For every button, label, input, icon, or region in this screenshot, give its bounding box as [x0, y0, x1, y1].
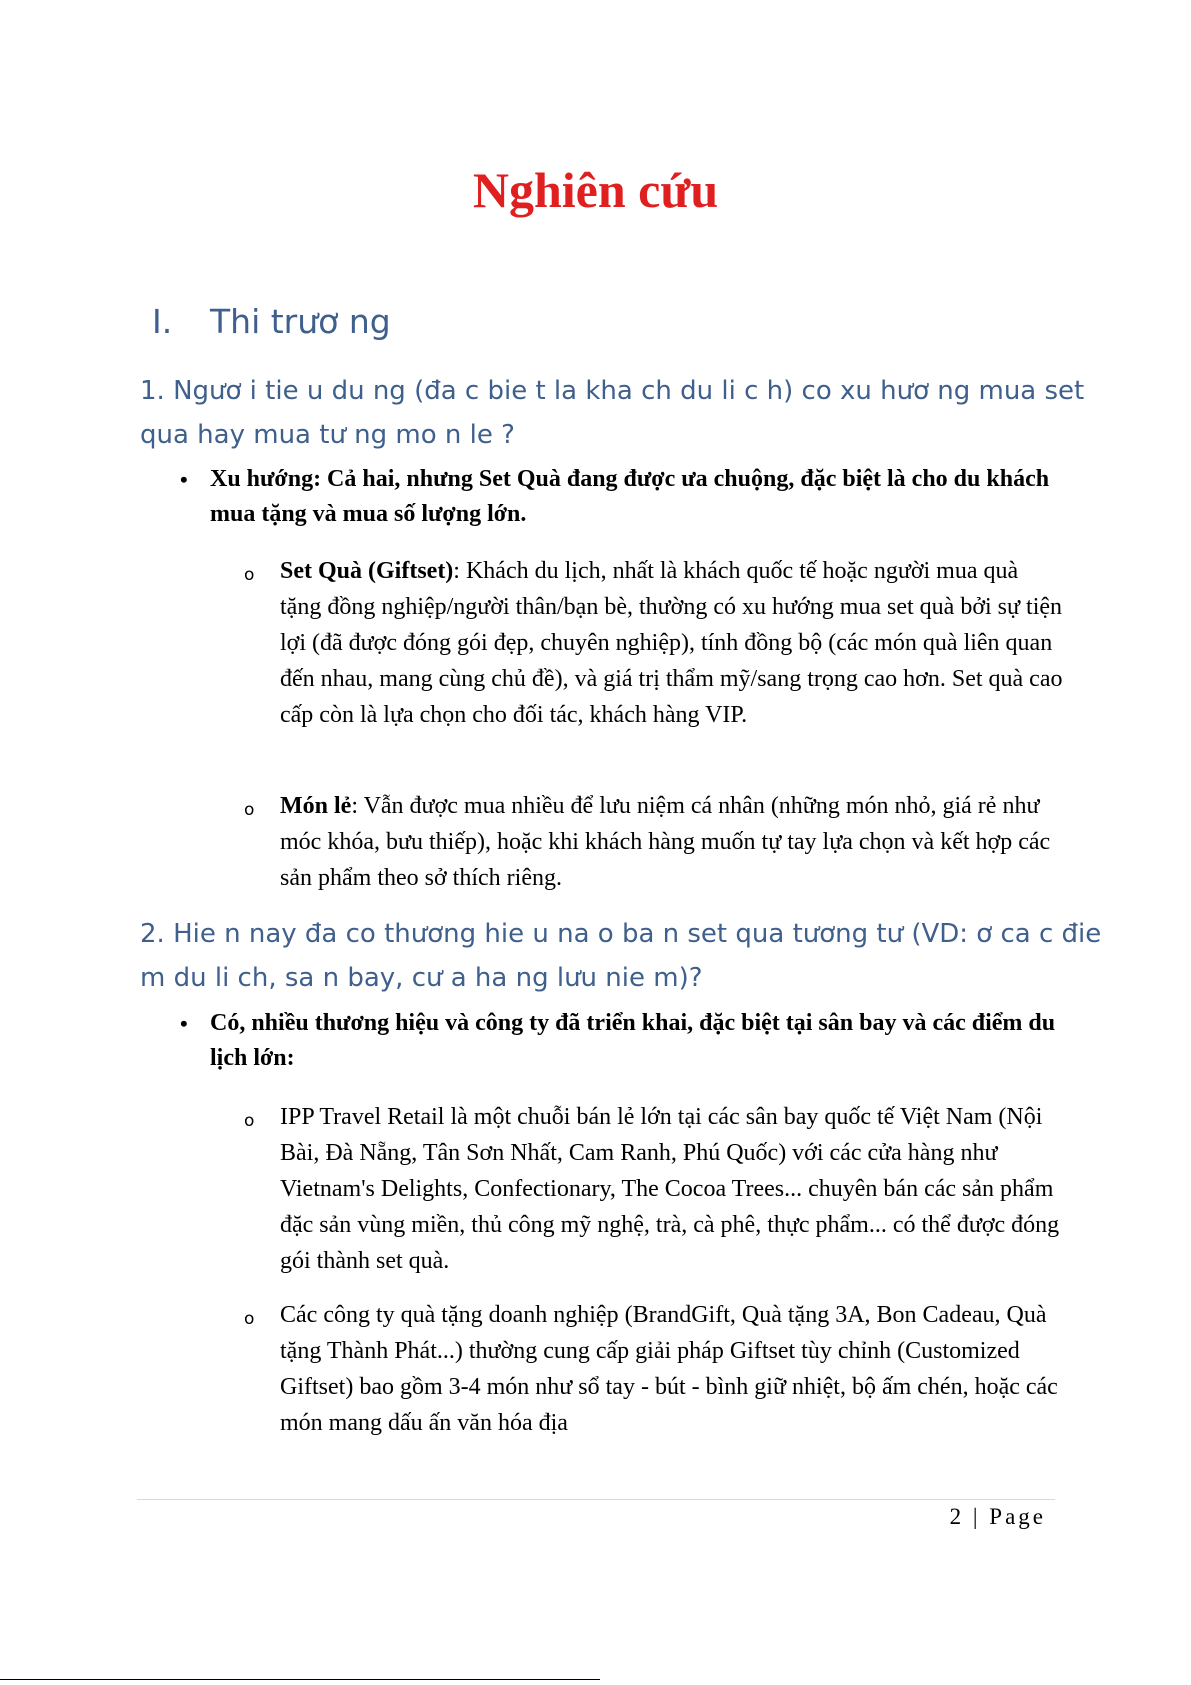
- page-title: Nghiên cứu: [472, 162, 719, 218]
- bullet-text: Có, nhiều thương hiệu và công ty đã triển khai, đặc biệt tại sân bay và các điểm du lịch lớn:: [210, 1010, 1056, 1071]
- bullet-marker: •: [180, 1011, 188, 1036]
- sub-item-text: : Vẫn được mua nhiều để lưu niệm cá nhân (những món nhỏ, giá rẻ như móc khóa, bưu thiếp), hoặc khi khách hàng muốn tự tay lựa chọn và kết hợp các sản phẩm theo sở thích riêng.: [280, 793, 1051, 891]
- question-heading-1: 1. Ngươ i tie u du ng (đa c bie t la kha ch du li c h) co xu hươ ng mua set qua hay mua tư ng mo n le ?: [140, 376, 1085, 450]
- section-heading: [152, 302, 391, 341]
- sub-item-text: : Khách du lịch, nhất là khách quốc tế hoặc người mua quà tặng đồng nghiệp/người thân/bạn bè, thường có xu hướng mua set quà bởi sự tiện lợi (đã được đóng gói đẹp, chuyên nghiệp), tính đồng bộ (các món quà liên quan đến nhau, mang cùng chủ đề), và giá trị thẩm mỹ/sang trọng cao hơn. Set quà cao cấp còn là lựa chọn cho đối tác, khách hàng VIP.: [280, 558, 1063, 728]
- sub-bullet-marker: o: [244, 565, 255, 585]
- page-label: Page: [989, 1504, 1046, 1529]
- sub-item-gift-companies: [244, 1297, 1064, 1441]
- bullet-item-2: [180, 1006, 1060, 1076]
- page-number-footer: [950, 1504, 1046, 1530]
- sub-item-text: IPP Travel Retail là một chuỗi bán lẻ lớn tại các sân bay quốc tế Việt Nam (Nội Bài, Đà Nẵng, Tân Sơn Nhất, Cam Ranh, Phú Quốc) với các cửa hàng như Vietnam's Delights, Confectionary, The Cocoa Trees... chuyên bán các sản phẩm đặc sản vùng miền, thủ công mỹ nghệ, trà, cà phê, thực phẩm... có thể được đóng gói thành set quà.: [280, 1104, 1060, 1274]
- section-heading-text: Thi trươ ng: [210, 302, 391, 341]
- question-heading-2: 2. Hie n nay đa co thương hie u na o ba n set qua tương tư (VD: ơ ca c đie m du li ch, sa n bay, cư a ha ng lưu nie m)?: [140, 919, 1102, 993]
- sub-bullet-marker: o: [244, 1309, 255, 1329]
- sub-item-content: [280, 788, 1064, 896]
- bottom-divider: [0, 1679, 600, 1680]
- sub-item-label: Set Quà (Giftset): [280, 558, 454, 584]
- page-separator: |: [972, 1504, 981, 1529]
- sub-bullet-marker: o: [244, 1111, 255, 1131]
- sub-item-text: Các công ty quà tặng doanh nghiệp (BrandGift, Quà tặng 3A, Bon Cadeau, Quà tặng Thành Phát...) thường cung cấp giải pháp Giftset tùy chỉnh (Customized Giftset) bao gồm 3-4 món như sổ tay - bút - bình giữ nhiệt, bộ ấm chén, hoặc các món mang dấu ấn văn hóa địa: [280, 1302, 1058, 1436]
- bullet-item-1: [180, 462, 1060, 532]
- sub-bullet-marker: o: [244, 800, 255, 820]
- page-number: 2: [949, 1504, 965, 1529]
- sub-item-mon-le: [244, 788, 1064, 896]
- sub-item-label: Món lẻ: [280, 793, 352, 819]
- footer-divider: [137, 1499, 1055, 1500]
- bullet-text: Xu hướng: Cả hai, nhưng Set Quà đang được ưa chuộng, đặc biệt là cho du khách mua tặng và mua số lượng lớn.: [210, 466, 1050, 527]
- sub-item-ipp-travel-retail: [244, 1099, 1064, 1279]
- sub-item-content: [280, 553, 1064, 733]
- sub-item-giftset: [244, 553, 1064, 733]
- section-number: I.: [152, 302, 173, 341]
- bullet-marker: •: [180, 467, 188, 492]
